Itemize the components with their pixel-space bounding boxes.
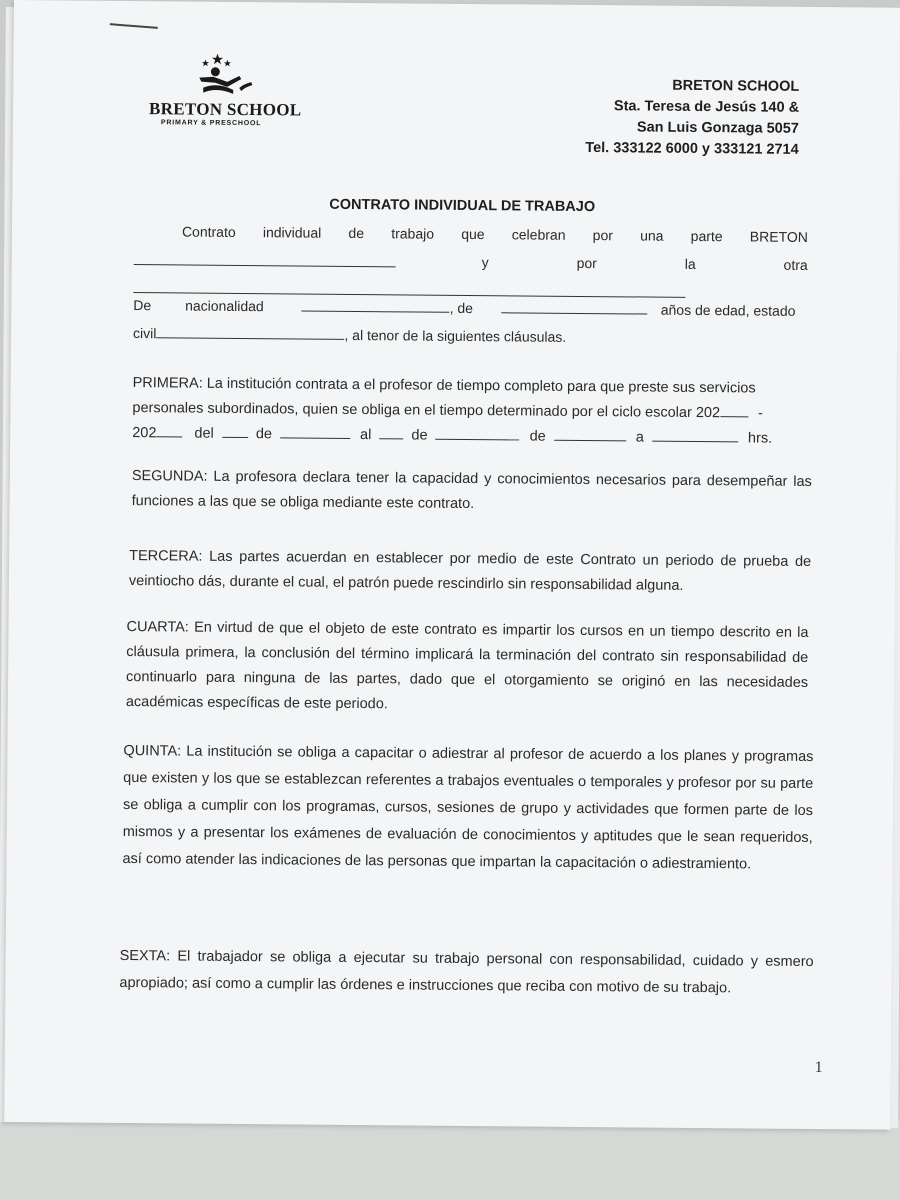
address-line-1: Sta. Teresa de Jesús 140 &	[613, 98, 800, 116]
intro-word: individual	[262, 224, 322, 241]
intro-word: BRETON	[749, 228, 809, 245]
star-icon	[224, 60, 231, 67]
clause-sexta: SEXTA: El trabajador se obliga a ejecutar su trabajo personal con responsabilidad, cuidado y esmero apropiado; así como a cumplir las órdenes e instrucciones que reciba con motivo de su trabajo.	[119, 947, 814, 997]
intro-word: Contrato	[181, 223, 236, 240]
phone-line: Tel. 333122 6000 y 333121 2714	[585, 139, 799, 158]
school-header	[585, 75, 799, 161]
intro-line-4	[133, 325, 566, 345]
clause-primera-word: del	[194, 425, 214, 442]
clause-primera-line-3	[132, 421, 812, 452]
blank-employer-name	[134, 264, 396, 267]
intro-word: por	[592, 227, 614, 244]
blank-day-end	[379, 426, 403, 439]
blank-year-end	[156, 424, 182, 437]
clause-primera-dash: -	[758, 405, 763, 422]
blank-age	[501, 300, 647, 314]
intro-line-2	[482, 254, 808, 273]
clause-primera-word: a	[635, 429, 644, 446]
clause-quinta: QUINTA: La institución se obliga a capacitar o adiestrar al profesor de acuerdo a los planes y programas que existen y los que se establezcan referentes a trabajos eventuales o temporales y profesor por su parte se obliga a cumplir con los programas, cursos, sesiones de grupo y actividades que formen parte de los mismos y a presentar los exámenes de evaluación de conocimientos y aptitudes que le sean requeridos, así como atender las indicaciones de las personas que impartan la capacitación o adiestramiento.	[122, 742, 814, 873]
document-title: CONTRATO INDIVIDUAL DE TRABAJO	[329, 196, 596, 216]
clause-primera-word: hrs.	[747, 430, 773, 447]
intro-tenor: , al tenor de la siguientes cláusulas.	[344, 326, 567, 345]
blank-year-start	[720, 404, 748, 417]
intro-word: otra	[783, 256, 808, 273]
contract-page	[4, 0, 900, 1130]
clause-primera-word: de	[255, 426, 273, 443]
star-icon	[212, 54, 223, 64]
star-icon	[202, 60, 209, 67]
school-logo	[149, 51, 300, 134]
reading-child-logo-icon	[177, 51, 267, 102]
intro-comma-de: , de	[449, 299, 474, 317]
clause-tercera: TERCERA: Las partes acuerdan en establecer por medio de este Contrato un periodo de prueba de veintiocho dás, durante el cual, el patrón puede rescindirlo sin responsabilidad alguna.	[128, 548, 812, 594]
intro-civil: civil	[133, 325, 157, 342]
table-surface	[0, 1120, 900, 1200]
intro-word: que	[461, 225, 485, 243]
blank-hours-from	[554, 428, 626, 442]
page-number: 1	[814, 1059, 823, 1077]
intro-age-text: años de edad, estado	[660, 301, 796, 319]
clause-segunda: SEGUNDA: La profesora declara tener la capacidad y conocimientos necesarios para desempeñar las funciones a las que se obliga mediante este contrato.	[131, 468, 812, 513]
blank-nationality	[302, 299, 450, 313]
clause-primera-word: de	[529, 428, 546, 445]
blank-hours-to	[652, 429, 738, 443]
address-line-2: San Luis Gonzaga 5057	[636, 119, 799, 137]
logo-school-name: BRETON SCHOOL	[148, 99, 302, 120]
intro-word: De	[133, 297, 152, 314]
intro-word: una	[640, 227, 664, 244]
intro-word: de	[348, 224, 365, 242]
intro-word: la	[684, 255, 696, 272]
header-school-name: BRETON SCHOOL	[672, 77, 800, 95]
intro-word: celebran	[511, 226, 566, 243]
clause-primera-year-prefix: 202	[132, 425, 157, 442]
intro-line-1	[182, 223, 808, 244]
intro-line-3	[133, 297, 813, 319]
clause-primera	[132, 371, 813, 452]
blank-month-start	[280, 425, 350, 439]
blank-day-start	[222, 425, 248, 438]
intro-word: nacionalidad	[185, 297, 264, 315]
intro-word: y	[481, 254, 489, 271]
blank-month-end	[436, 427, 520, 441]
intro-word: trabajo	[391, 225, 435, 242]
intro-word: por	[576, 254, 597, 272]
logo-subtitle: PRIMARY & PRESCHOOL	[160, 119, 262, 128]
clause-primera-text: personales subordinados, quien se obliga en el tiempo determinado por el ciclo escolar 202	[132, 400, 721, 422]
clause-cuarta: CUARTA: En virtud de que el objeto de este contrato es impartir los cursos en un tiempo descrito en la cláusula primera, la conclusión del término implicará la terminación del contrato sin responsabilidad de continuarlo para ninguna de las partes, dado que el otorgamiento se originó en las necesidades académicas específicas de este periodo.	[125, 619, 809, 713]
blank-civil-status	[156, 325, 344, 340]
clause-primera-word: de	[411, 427, 428, 444]
pen-mark	[110, 23, 158, 29]
intro-word: parte	[690, 227, 723, 245]
clause-primera-line-1: PRIMERA: La institución contrata a el profesor de tiempo completo para que preste sus servicios	[132, 375, 756, 397]
clause-primera-word: al	[360, 427, 372, 444]
